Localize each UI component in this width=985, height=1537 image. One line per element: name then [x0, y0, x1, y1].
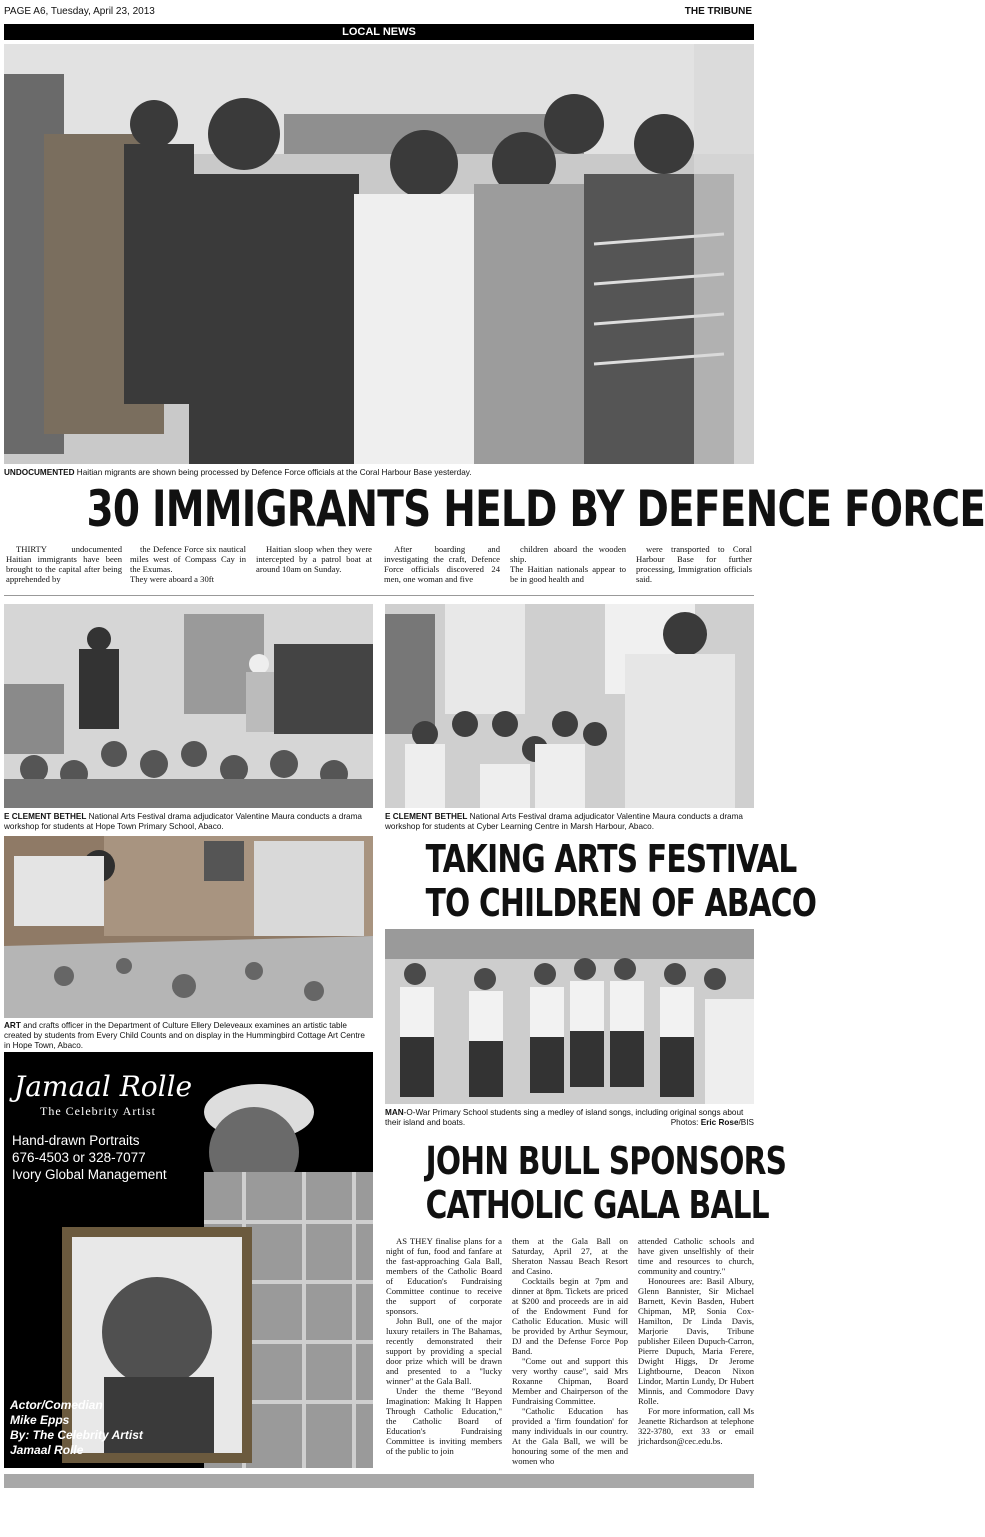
lead-column-2: the Defence Force six nautical miles west of Compass Cay in the Exumas. They were aboard a 30ft [130, 544, 246, 584]
ad-service-line: Hand-drawn Portraits [12, 1133, 140, 1148]
section-rule [4, 595, 754, 596]
ad-management-line: Ivory Global Management [12, 1167, 167, 1182]
ad-tagline: The Celebrity Artist [40, 1104, 156, 1118]
ad-credit-2: Mike Epps [10, 1413, 70, 1427]
ad-credit-1: Actor/Comedian [10, 1398, 103, 1412]
celebrity-artist-advertisement [4, 1052, 373, 1468]
lead-photo [4, 44, 754, 464]
gala-column-3: attended Catholic schools and have given unselfishly of their time and resources to church, community and country." Honourees are: Basil Albury, Glenn Bannister, Sir Michael Barnett, Kevin Basden, Hubert Chipman, MP, Sonia Cox-Hamilton, Dr Linda Davis, Marjorie Davis, Tribune publisher Eileen Dupuch-Carron, Pierre Dupuch, Maria Ferere, Dwight Higgs, Dr Jerome Lightbourne, Deacon Nixon Lindor, Martin Lundy, Dr Hubert Minnis, and Commodore Davy Rolle. For more information, call Ms Jeanette Richardson at telephone 322-3780, ext 33 or email jrichardson@cec.edu.bs. [638, 1236, 754, 1446]
ad-credit-4: Jamaal Rolle [10, 1443, 84, 1457]
man-o-war-caption: MAN-O-War Primary School students sing a medley of island songs, including original songs about their island and boats. [385, 1108, 744, 1127]
arts-headline-line-2: TO CHILDREN OF ABACO [425, 881, 817, 925]
art-table-caption: ART and crafts officer in the Department of Culture Ellery Deleveaux examines an artistic table created by students from Every Child Counts and on display in the Hummingbird Cottage Art Centre in Hope Town, Abaco. [4, 1021, 365, 1050]
gala-headline-line-2: CATHOLIC GALA BALL [425, 1183, 769, 1227]
ad-credit-3: By: The Celebrity Artist [10, 1428, 143, 1442]
lead-column-6: were transported to Coral Harbour Base for further processing, Immigration officials said. [636, 544, 752, 584]
art-table-photo [4, 836, 373, 1018]
gala-column-1: AS THEY finalise plans for a night of fun, food and fanfare at the fast-approaching Gala Ball, members of the Catholic Board of Education's Fundraising Committee continue to receive the support of corporate sponsors. John Bull, one of the major luxury retailers in The Bahamas, recently demonstrated their support by providing a special door prize which will be drawn and presented to a "lucky winner" at the Gala Ball. Under the theme "Beyond Imagination: Making It Happen Through Catholic Education," the Catholic Board of Education's Fundraising Committee is inviting members of the public to join [386, 1236, 502, 1456]
man-o-war-students-photo [385, 929, 754, 1104]
gala-headline-line-1: JOHN BULL SPONSORS [425, 1139, 787, 1183]
folio-left: PAGE A6, Tuesday, April 23, 2013 [4, 6, 155, 17]
lead-column-1: THIRTY undocumented Haitian immigrants have been brought to the capital after being apprehended by [6, 544, 122, 584]
cyber-learning-workshop-photo [385, 604, 754, 808]
folio-right: THE TRIBUNE [684, 6, 752, 17]
section-banner: LOCAL NEWS [4, 24, 754, 40]
lead-photo-caption: UNDOCUMENTED Haitian migrants are shown being processed by Defence Force officials at the Coral Harbour Base yesterday. [4, 468, 472, 477]
cyber-learning-caption: E CLEMENT BETHEL National Arts Festival drama adjudicator Valentine Maura conducts a drama workshop for students at Cyber Learning Centre in Marsh Harbour, Abaco. [385, 812, 743, 831]
ad-artist-name: Jamaal Rolle [14, 1070, 193, 1103]
lead-column-5: children aboard the wooden ship. The Haitian nationals appear to be in good health and [510, 544, 626, 584]
footer-strip [4, 1474, 754, 1488]
gala-column-2: them at the Gala Ball on Saturday, April 27, at the Sheraton Nassau Beach Resort and Casino. Cocktails begin at 7pm and dinner at 8pm. Tickets are priced at $200 and proceeds are in aid of the Endowment Fund for Catholic Education. Music will be provided by Arthur Seymour, DJ and the Defense Force Pop Band. "Come out and support this very worthy cause", said Mrs Roxanne Chipman, Board Member and Chairperson of the Fundraising Committee. "Catholic Education has provided a 'firm foundation' for many individuals in our country. At the Gala Ball, we will be honouring some of the men and women who [512, 1236, 628, 1466]
ad-credit-block [10, 1398, 143, 1458]
photo-credit: Photos: Eric Rose/BIS [670, 1118, 754, 1127]
ad-contact-block [12, 1132, 167, 1183]
lead-headline: 30 IMMIGRANTS HELD BY DEFENCE FORCE [86, 480, 985, 538]
ad-phone-line: 676-4503 or 328-7077 [12, 1150, 146, 1165]
hope-town-workshop-photo [4, 604, 373, 808]
hope-town-caption: E CLEMENT BETHEL National Arts Festival drama adjudicator Valentine Maura conducts a drama workshop for students at Hope Town Primary School, Abaco. [4, 812, 362, 831]
lead-column-4: After boarding and investigating the craft, Defence Force officials discovered 24 men, one woman and five [384, 544, 500, 584]
lead-column-3: Haitian sloop when they were intercepted by a patrol boat at around 10am on Sunday. [256, 544, 372, 574]
arts-headline-line-1: TAKING ARTS FESTIVAL [425, 837, 797, 881]
